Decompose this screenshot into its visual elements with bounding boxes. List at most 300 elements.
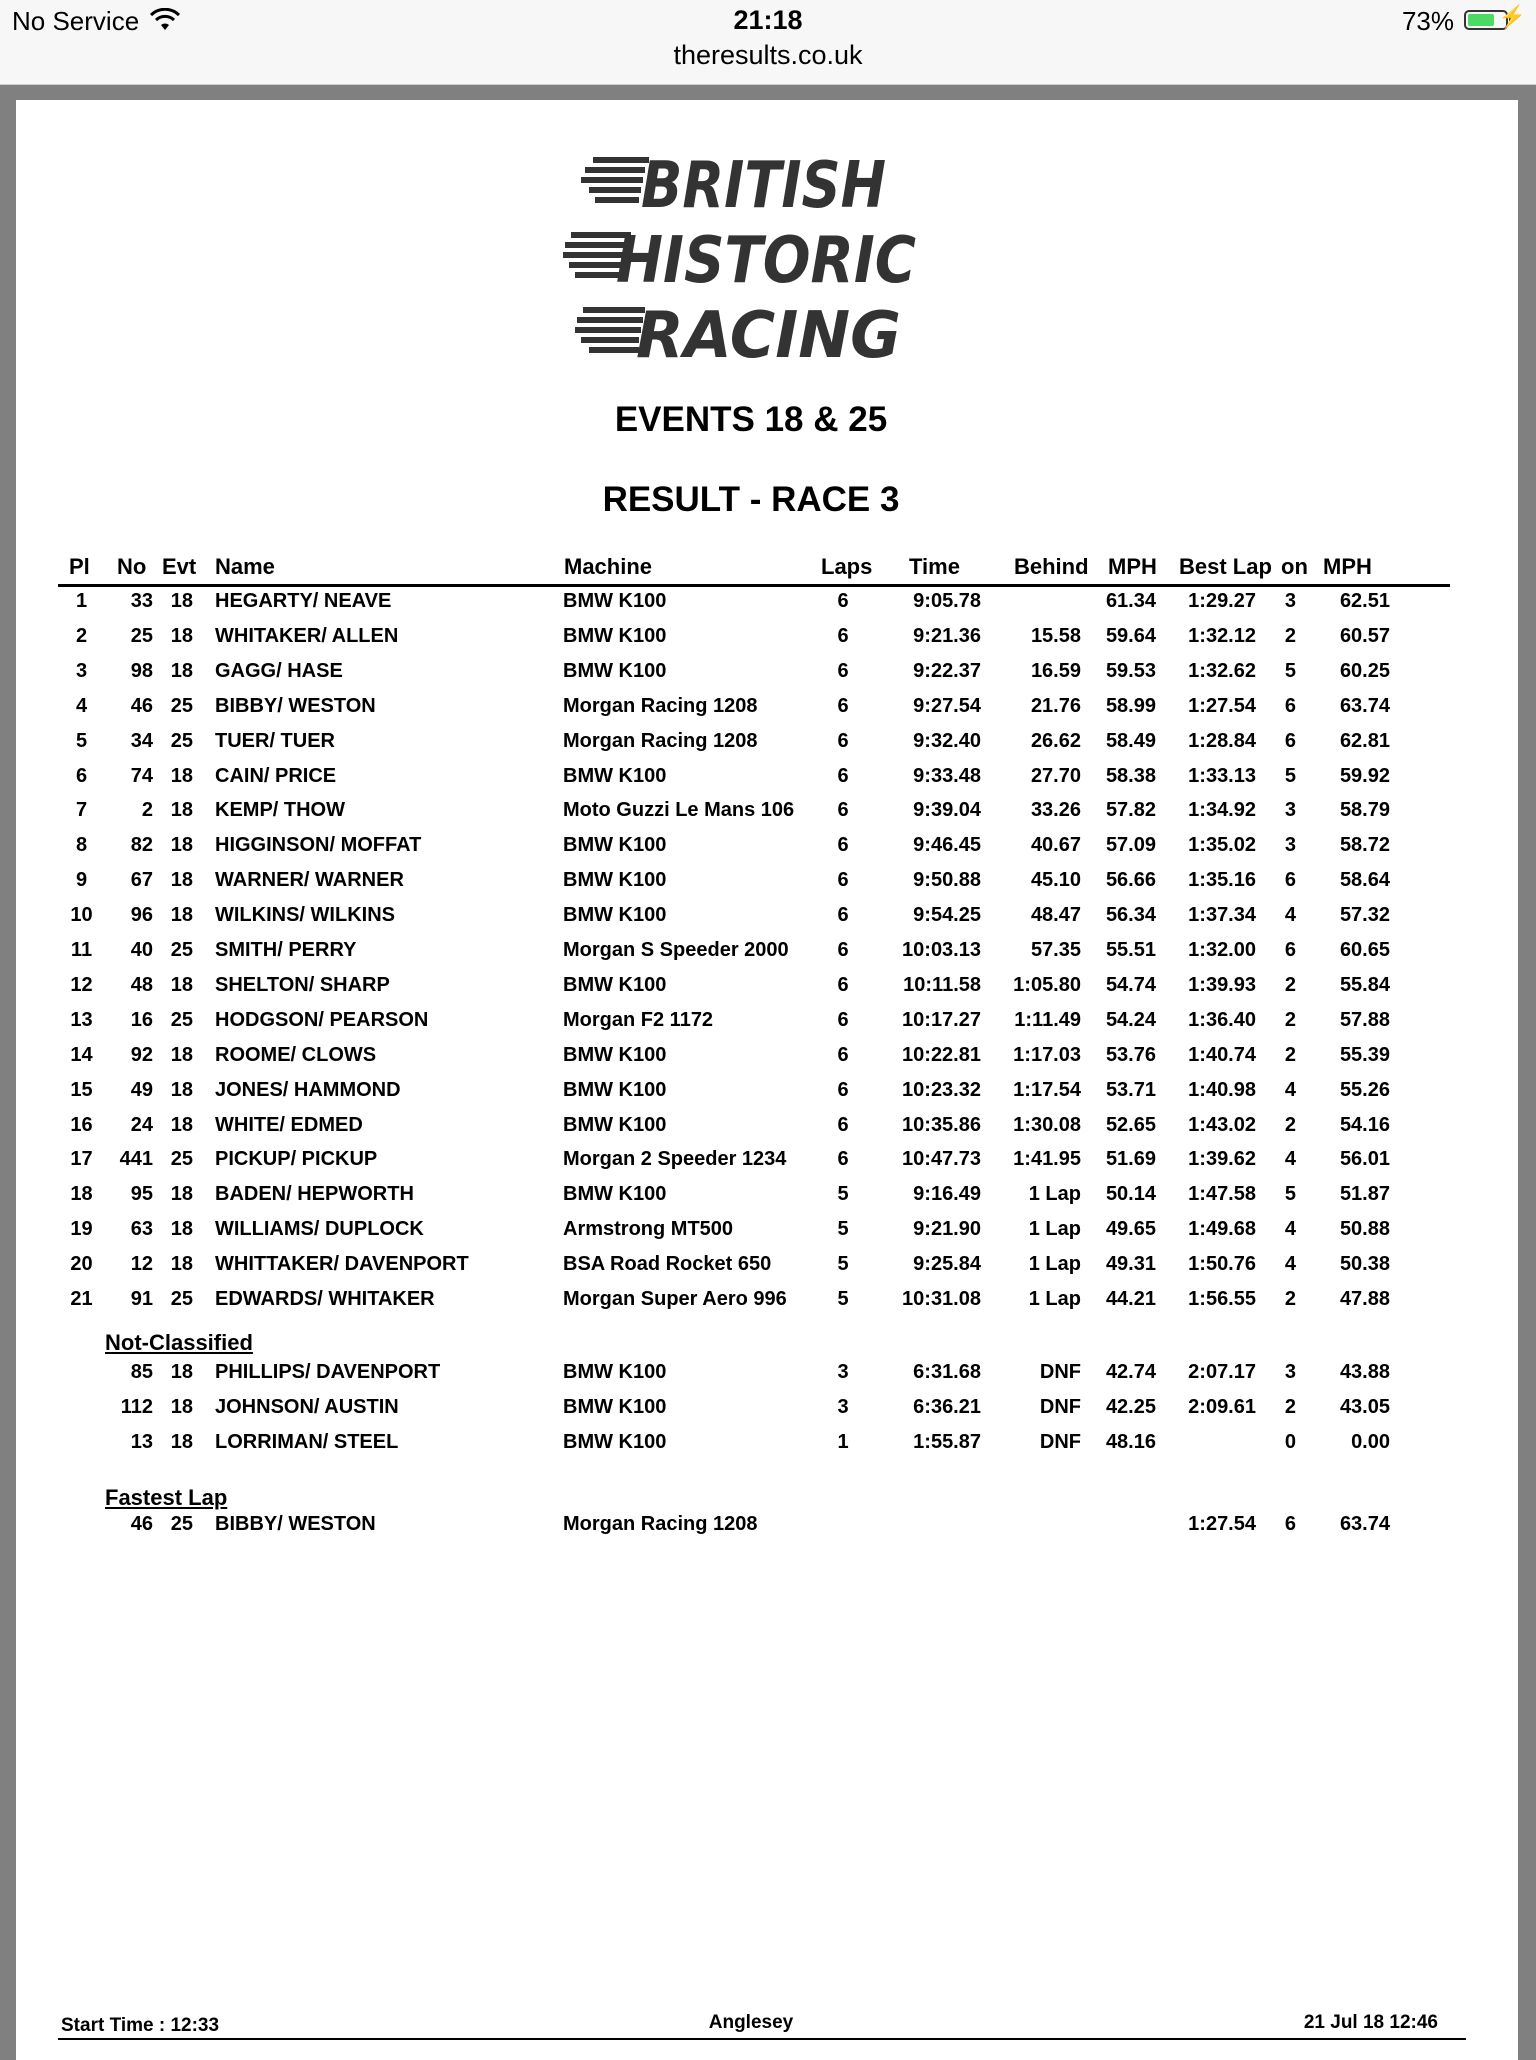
cell-laps: 6: [837, 1008, 849, 1031]
cell-bmph: 60.57: [1339, 624, 1390, 647]
cell-evt: 25: [170, 729, 193, 752]
cell-behind: 33.26: [1030, 799, 1081, 822]
print-date: 21 Jul 18 12:46: [1303, 2012, 1438, 2033]
cell-pl: 10: [70, 904, 93, 927]
cell-laps: 6: [837, 799, 849, 822]
cell-best: 1:40.74: [1188, 1043, 1256, 1066]
cell-best: 1:49.68: [1188, 1218, 1256, 1241]
cell-name: WHITAKER/ ALLEN: [215, 624, 399, 647]
cell-no: 82: [130, 834, 153, 857]
cell-mph: 59.64: [1105, 624, 1156, 647]
cell-behind: DNF: [1039, 1395, 1081, 1418]
cell-time: 6:31.68: [913, 1361, 981, 1383]
cell-laps: 6: [837, 939, 849, 961]
cell-behind: 1:05.80: [1013, 973, 1081, 996]
logo-line-2: HISTORIC: [616, 224, 917, 298]
cell-bmph: 50.38: [1339, 1253, 1390, 1276]
cell-on: 4: [1284, 1148, 1296, 1171]
cell-bmph: 57.88: [1339, 1008, 1390, 1031]
cell-time: 9:50.88: [913, 869, 981, 892]
cell-on: 2: [1284, 973, 1296, 996]
cell-behind: DNF: [1039, 1361, 1081, 1383]
cell-time: 9:05.78: [913, 590, 981, 612]
cell-on: 4: [1284, 1078, 1296, 1101]
cell-name: SMITH/ PERRY: [215, 939, 357, 961]
results-page: [16, 100, 1518, 2060]
cell-mph: 57.82: [1105, 799, 1156, 822]
cell-behind: 27.70: [1030, 764, 1081, 787]
cell-time: 9:22.37: [913, 659, 981, 682]
cell-behind: 1:11.49: [1014, 1008, 1081, 1031]
cell-mph: 56.66: [1105, 869, 1156, 892]
cell-time: 9:16.49: [913, 1183, 981, 1206]
cell-bmph: 55.84: [1339, 973, 1390, 996]
cell-evt: 18: [170, 834, 193, 857]
cell-bmph: 43.88: [1339, 1361, 1390, 1383]
col-name: Name: [215, 554, 275, 579]
cell-best: 1:32.12: [1188, 624, 1256, 647]
cell-name: JOHNSON/ AUSTIN: [215, 1395, 399, 1418]
cell-on: 4: [1284, 1218, 1296, 1241]
cell-bmph: 56.01: [1339, 1148, 1390, 1171]
cell-no: 98: [130, 659, 153, 682]
cell-name: KEMP/ THOW: [215, 799, 345, 822]
cell-best: 2:07.17: [1188, 1361, 1256, 1383]
cell-machine: BMW K100: [563, 590, 667, 612]
cell-evt: 25: [170, 939, 193, 961]
cell-behind: 1:30.08: [1013, 1113, 1081, 1136]
cell-laps: 6: [837, 1113, 849, 1136]
cell-no: 12: [130, 1253, 153, 1276]
cell-best: 1:27.54: [1188, 1513, 1256, 1535]
cell-best: 1:56.55: [1188, 1288, 1256, 1310]
cell-machine: Morgan Racing 1208: [563, 694, 758, 717]
cell-best: 1:39.62: [1188, 1148, 1256, 1171]
cell-best: 1:39.93: [1188, 973, 1256, 996]
cell-behind: 15.58: [1030, 624, 1081, 647]
status-bar: [0, 0, 1536, 85]
cell-no: 13: [130, 1430, 153, 1453]
cell-evt: 18: [170, 590, 193, 612]
cell-mph: 52.65: [1105, 1113, 1156, 1136]
cell-evt: 25: [170, 1288, 193, 1310]
cell-bmph: 63.74: [1339, 1513, 1390, 1535]
cell-time: 9:39.04: [913, 799, 981, 822]
cell-machine: BSA Road Rocket 650: [563, 1253, 772, 1276]
cell-time: 9:21.90: [913, 1218, 981, 1241]
col-time: Time: [909, 554, 960, 579]
cell-best: 1:28.84: [1188, 729, 1256, 752]
cell-bmph: 62.51: [1339, 590, 1390, 612]
cell-bmph: 55.26: [1339, 1078, 1390, 1101]
cell-evt: 18: [170, 764, 193, 787]
cell-on: 2: [1284, 1043, 1296, 1066]
cell-no: 74: [130, 764, 153, 787]
cell-evt: 18: [170, 904, 193, 927]
cell-no: 67: [130, 869, 153, 892]
clock: 21:18: [733, 5, 803, 35]
cell-no: 46: [130, 1513, 153, 1535]
cell-laps: 6: [837, 729, 849, 752]
cell-on: 2: [1284, 1113, 1296, 1136]
cell-no: 16: [130, 1008, 153, 1031]
col-best-mph: MPH: [1323, 554, 1372, 579]
cell-on: 6: [1284, 939, 1296, 961]
cell-no: 48: [130, 973, 153, 996]
cell-best: 1:47.58: [1188, 1183, 1256, 1206]
cell-machine: Armstrong MT500: [563, 1218, 734, 1241]
col-no: No: [117, 554, 147, 579]
cell-time: 9:32.40: [913, 729, 981, 752]
cell-time: 10:22.81: [902, 1043, 981, 1066]
cell-evt: 18: [170, 659, 193, 682]
logo-line-1: BRITISH: [641, 149, 886, 223]
cell-pl: 20: [70, 1253, 93, 1276]
col-on: on: [1281, 554, 1308, 579]
cell-on: 0: [1284, 1430, 1296, 1453]
footer-rule: [58, 2038, 1466, 2040]
cell-behind: 40.67: [1030, 834, 1081, 857]
cell-name: BIBBY/ WESTON: [215, 694, 376, 717]
cell-evt: 18: [170, 1253, 193, 1276]
cell-name: WHITTAKER/ DAVENPORT: [215, 1253, 469, 1276]
cell-time: 10:35.86: [902, 1113, 981, 1136]
cell-behind: 1 Lap: [1028, 1288, 1081, 1310]
cell-mph: 56.34: [1105, 904, 1156, 927]
cell-best: 1:29.27: [1188, 590, 1256, 612]
cell-machine: BMW K100: [563, 1183, 667, 1206]
cell-evt: 25: [170, 1513, 193, 1535]
cell-pl: 8: [75, 834, 88, 857]
cell-laps: 3: [837, 1395, 849, 1418]
cell-mph: 49.31: [1105, 1253, 1156, 1276]
cell-on: 6: [1284, 869, 1296, 892]
cell-best: 2:09.61: [1188, 1395, 1256, 1418]
cell-evt: 18: [170, 1218, 193, 1241]
cell-machine: BMW K100: [563, 1043, 667, 1066]
cell-name: GAGG/ HASE: [215, 659, 343, 682]
col-evt: Evt: [162, 554, 197, 579]
cell-name: SHELTON/ SHARP: [215, 973, 390, 996]
cell-laps: 6: [837, 694, 849, 717]
cell-behind: DNF: [1039, 1430, 1081, 1453]
cell-pl: 3: [75, 659, 88, 682]
cell-best: 1:35.02: [1188, 834, 1256, 857]
cell-no: 92: [130, 1043, 153, 1066]
cell-name: PHILLIPS/ DAVENPORT: [215, 1361, 441, 1383]
result-title: RESULT - RACE 3: [602, 480, 900, 519]
cell-no: 34: [130, 729, 153, 752]
cell-mph: 50.14: [1105, 1183, 1156, 1206]
cell-best: 1:33.13: [1188, 764, 1256, 787]
cell-machine: BMW K100: [563, 904, 667, 927]
cell-on: 6: [1284, 694, 1296, 717]
cell-best: 1:40.98: [1188, 1078, 1256, 1101]
cell-machine: Morgan F2 1172: [563, 1008, 714, 1031]
cell-evt: 18: [170, 1078, 193, 1101]
cell-best: 1:27.54: [1188, 694, 1256, 717]
cell-machine: BMW K100: [563, 659, 667, 682]
cell-time: 9:33.48: [913, 764, 981, 787]
cell-pl: 15: [70, 1078, 93, 1101]
cell-laps: 6: [837, 1043, 849, 1066]
cell-evt: 18: [170, 973, 193, 996]
battery-level: [1468, 14, 1494, 26]
cell-time: 10:23.32: [902, 1078, 981, 1101]
carrier-label: No Service: [12, 6, 140, 36]
cell-on: 3: [1284, 1361, 1296, 1383]
cell-bmph: 63.74: [1339, 694, 1390, 717]
cell-bmph: 58.72: [1339, 834, 1390, 857]
cell-pl: 11: [70, 939, 93, 961]
cell-evt: 25: [170, 694, 193, 717]
cell-mph: 55.51: [1105, 939, 1156, 961]
cell-name: LORRIMAN/ STEEL: [215, 1430, 399, 1453]
cell-laps: 5: [837, 1183, 849, 1206]
cell-on: 2: [1284, 1288, 1296, 1310]
cell-mph: 61.34: [1105, 590, 1156, 612]
cell-mph: 44.21: [1105, 1288, 1156, 1310]
cell-laps: 6: [837, 904, 849, 927]
cell-best: 1:37.34: [1188, 904, 1256, 927]
cell-no: 25: [130, 624, 153, 647]
cell-time: 1:55.87: [913, 1430, 981, 1453]
cell-on: 3: [1284, 834, 1296, 857]
cell-bmph: 60.25: [1339, 659, 1390, 682]
cell-time: 9:27.54: [913, 694, 981, 717]
cell-mph: 42.74: [1105, 1361, 1156, 1383]
cell-bmph: 59.92: [1339, 764, 1390, 787]
cell-mph: 51.69: [1105, 1148, 1156, 1171]
cell-laps: 3: [837, 1361, 849, 1383]
col-laps: Laps: [821, 554, 873, 579]
cell-bmph: 62.81: [1339, 729, 1390, 752]
cell-machine: BMW K100: [563, 1361, 667, 1383]
cell-bmph: 58.64: [1339, 869, 1390, 892]
cell-pl: 7: [75, 799, 88, 822]
cell-pl: 17: [70, 1148, 93, 1171]
cell-name: HIGGINSON/ MOFFAT: [215, 834, 422, 857]
cell-name: ROOME/ CLOWS: [215, 1043, 377, 1066]
cell-no: 2: [141, 799, 153, 822]
event-title: EVENTS 18 & 25: [614, 400, 888, 439]
cell-mph: 57.09: [1105, 834, 1156, 857]
cell-pl: 12: [70, 973, 93, 996]
cell-bmph: 0.00: [1351, 1430, 1390, 1453]
cell-time: 6:36.21: [913, 1395, 981, 1418]
cell-machine: BMW K100: [563, 869, 667, 892]
cell-laps: 6: [837, 1078, 849, 1101]
cell-laps: 6: [837, 624, 849, 647]
cell-name: PICKUP/ PICKUP: [215, 1148, 378, 1171]
cell-pl: 1: [75, 590, 88, 612]
cell-evt: 18: [170, 1430, 193, 1453]
cell-name: WILKINS/ WILKINS: [215, 904, 395, 927]
cell-behind: 48.47: [1030, 904, 1081, 927]
cell-pl: 14: [70, 1043, 93, 1066]
header-rule: [58, 584, 1450, 587]
cell-time: 10:03.13: [902, 939, 981, 961]
cell-machine: BMW K100: [563, 1395, 667, 1418]
cell-evt: 25: [170, 1008, 193, 1031]
cell-laps: 6: [837, 834, 849, 857]
cell-on: 2: [1284, 1395, 1296, 1418]
cell-evt: 25: [170, 1148, 193, 1171]
cell-pl: 4: [75, 694, 88, 717]
cell-time: 10:11.58: [903, 973, 981, 996]
cell-bmph: 60.65: [1339, 939, 1390, 961]
cell-machine: BMW K100: [563, 973, 667, 996]
cell-pl: 13: [70, 1008, 93, 1031]
cell-laps: 6: [837, 973, 849, 996]
cell-best: 1:35.16: [1188, 869, 1256, 892]
cell-bmph: 54.16: [1339, 1113, 1390, 1136]
cell-pl: 2: [75, 624, 88, 647]
cell-laps: 5: [837, 1253, 849, 1276]
cell-mph: 58.38: [1105, 764, 1156, 787]
cell-no: 91: [130, 1288, 153, 1310]
cell-pl: 21: [70, 1288, 93, 1310]
cell-name: EDWARDS/ WHITAKER: [215, 1288, 435, 1310]
col-behind: Behind: [1014, 554, 1089, 579]
cell-laps: 6: [837, 659, 849, 682]
cell-pl: 5: [75, 729, 88, 752]
cell-behind: 1 Lap: [1028, 1253, 1081, 1276]
cell-machine: BMW K100: [563, 1113, 667, 1136]
cell-on: 5: [1284, 764, 1296, 787]
cell-best: 1:32.00: [1188, 939, 1256, 961]
cell-name: WARNER/ WARNER: [215, 869, 404, 892]
cell-best: 1:34.92: [1188, 799, 1256, 822]
cell-no: 85: [130, 1361, 153, 1383]
cell-machine: Morgan Super Aero 996: [563, 1288, 787, 1310]
fastest-lap-title: Fastest Lap: [105, 1485, 228, 1510]
cell-behind: 16.59: [1030, 659, 1081, 682]
cell-machine: Morgan 2 Speeder 1234: [563, 1148, 787, 1171]
cell-behind: 1:41.95: [1013, 1148, 1081, 1171]
cell-on: 3: [1284, 590, 1296, 612]
cell-laps: 6: [837, 764, 849, 787]
cell-machine: BMW K100: [563, 1078, 667, 1101]
cell-name: HODGSON/ PEARSON: [215, 1008, 429, 1031]
charging-icon: ⚡: [1498, 4, 1526, 29]
cell-best: 1:50.76: [1188, 1253, 1256, 1276]
bhr-logo: [561, 145, 961, 370]
cell-laps: 6: [837, 590, 849, 612]
cell-pl: 18: [70, 1183, 93, 1206]
cell-on: 5: [1284, 659, 1296, 682]
cell-mph: 48.16: [1105, 1430, 1156, 1453]
cell-behind: 26.62: [1030, 729, 1081, 752]
cell-behind: 1:17.03: [1013, 1043, 1081, 1066]
cell-on: 4: [1284, 904, 1296, 927]
cell-on: 6: [1284, 729, 1296, 752]
cell-mph: 58.49: [1105, 729, 1156, 752]
cell-on: 5: [1284, 1183, 1296, 1206]
cell-mph: 42.25: [1105, 1395, 1156, 1418]
cell-bmph: 51.87: [1339, 1183, 1390, 1206]
cell-no: 63: [130, 1218, 153, 1241]
col-machine: Machine: [564, 554, 653, 579]
cell-pl: 6: [75, 764, 88, 787]
cell-behind: 21.76: [1030, 694, 1081, 717]
cell-name: WILLIAMS/ DUPLOCK: [215, 1218, 424, 1241]
cell-evt: 18: [170, 869, 193, 892]
cell-bmph: 57.32: [1339, 904, 1390, 927]
cell-mph: 54.74: [1105, 973, 1156, 996]
venue: Anglesey: [708, 2012, 794, 2033]
cell-no: 46: [130, 694, 153, 717]
cell-time: 9:25.84: [913, 1253, 981, 1276]
cell-on: 2: [1284, 1008, 1296, 1031]
cell-evt: 18: [170, 1043, 193, 1066]
cell-behind: 1 Lap: [1028, 1218, 1081, 1241]
cell-laps: 6: [837, 1148, 849, 1171]
cell-evt: 18: [170, 1113, 193, 1136]
cell-evt: 18: [170, 799, 193, 822]
col-mph: MPH: [1108, 554, 1157, 579]
cell-no: 441: [119, 1148, 153, 1171]
cell-pl: 19: [70, 1218, 93, 1241]
start-time: Start Time : 12:33: [61, 2015, 220, 2036]
cell-on: 6: [1284, 1513, 1296, 1535]
cell-behind: 57.35: [1030, 939, 1081, 961]
cell-evt: 18: [170, 1183, 193, 1206]
cell-no: 95: [130, 1183, 153, 1206]
cell-time: 9:54.25: [913, 904, 981, 927]
cell-behind: 1:17.54: [1013, 1078, 1081, 1101]
cell-behind: 1 Lap: [1028, 1183, 1081, 1206]
cell-no: 40: [130, 939, 153, 961]
cell-machine: Moto Guzzi Le Mans 106: [563, 799, 795, 822]
battery-percent: 73%: [1401, 6, 1454, 36]
cell-time: 9:46.45: [913, 834, 981, 857]
cell-machine: Morgan Racing 1208: [563, 729, 758, 752]
cell-laps: 6: [837, 869, 849, 892]
cell-evt: 18: [170, 1395, 193, 1418]
cell-name: TUER/ TUER: [215, 729, 335, 752]
cell-bmph: 43.05: [1339, 1395, 1390, 1418]
cell-bmph: 58.79: [1339, 799, 1390, 822]
cell-time: 10:17.27: [902, 1008, 981, 1031]
cell-mph: 54.24: [1105, 1008, 1156, 1031]
cell-laps: 5: [837, 1218, 849, 1241]
cell-name: WHITE/ EDMED: [215, 1113, 363, 1136]
cell-time: 10:47.73: [902, 1148, 981, 1171]
cell-pl: 9: [75, 869, 88, 892]
cell-on: 4: [1284, 1253, 1296, 1276]
cell-machine: BMW K100: [563, 834, 667, 857]
cell-name: JONES/ HAMMOND: [215, 1078, 401, 1101]
cell-mph: 53.71: [1105, 1078, 1156, 1101]
cell-best: 1:43.02: [1188, 1113, 1256, 1136]
not-classified-title: Not-Classified: [105, 1330, 253, 1355]
cell-evt: 18: [170, 1361, 193, 1383]
cell-on: 2: [1284, 624, 1296, 647]
cell-bmph: 47.88: [1339, 1288, 1390, 1310]
cell-name: BIBBY/ WESTON: [215, 1513, 376, 1535]
logo-line-3: RACING: [636, 299, 901, 370]
address-bar[interactable]: theresults.co.uk: [673, 40, 863, 70]
cell-evt: 18: [170, 624, 193, 647]
cell-no: 33: [130, 590, 153, 612]
cell-machine: Morgan S Speeder 2000: [563, 939, 789, 961]
cell-laps: 5: [837, 1288, 849, 1310]
cell-mph: 53.76: [1105, 1043, 1156, 1066]
cell-machine: BMW K100: [563, 764, 667, 787]
cell-time: 9:21.36: [913, 624, 981, 647]
cell-name: BADEN/ HEPWORTH: [215, 1183, 414, 1206]
